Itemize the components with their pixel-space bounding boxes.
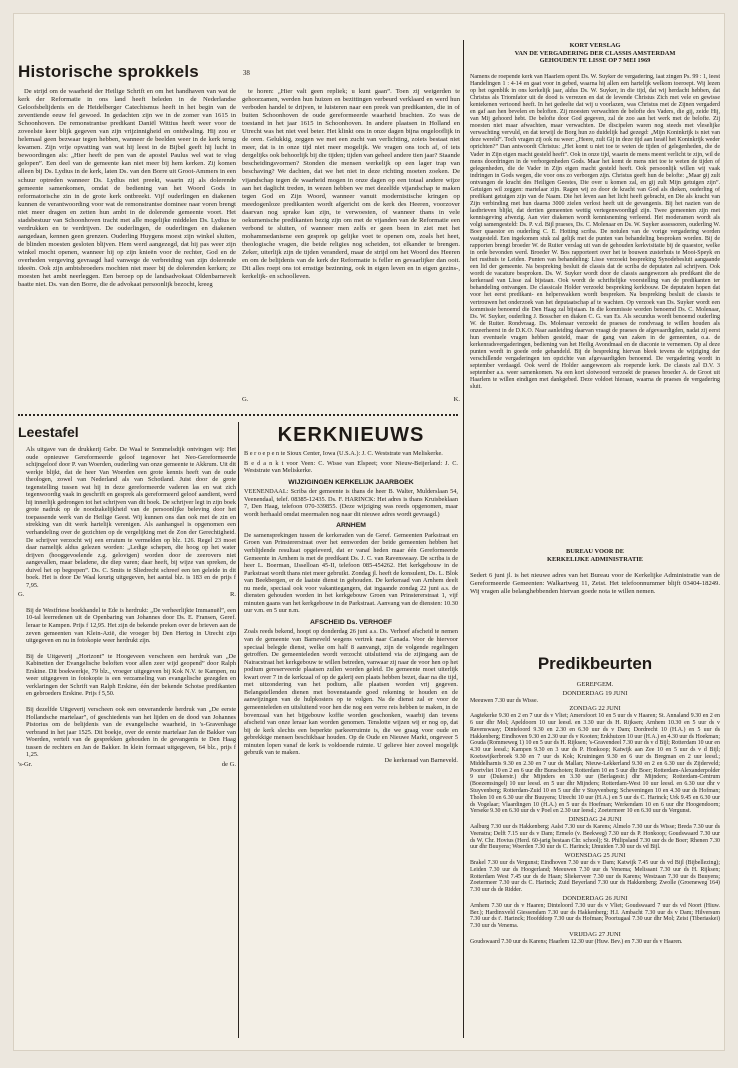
predik-section-head: GEREFGEM. xyxy=(576,681,614,688)
predik-section-body: Goudswaard 7.30 uur ds Karens; Haarlem 12.30 uur (Huw. Bev.) en 7.30 uur ds v Haaren. xyxy=(470,938,683,945)
kort-verslag-heading xyxy=(470,42,720,72)
leestafel-p3: Bij de Uitgeverij „Horizont” te Hoogeveen verscheen een herdruk van „De Kabinetten der Evangelische beloften voor allen zeer wijd geopend” door Ralph Erskine. Dit boekwerkje, 79 blz., vroeger uitgegeven bij Kok N.V. te Kampen, nu weer uitgegeven in fotokopie is een verzameling van evangelische gezegden en verklaringen der Schrift van Ralph Erskine, één der bekende Schotse predikanten en gebroeders Erskine. Prijs f 5,50. xyxy=(26,652,236,698)
kort-verslag-heading-3: GEHOUDEN TE LISSE OP 7 MEI 1969 xyxy=(539,57,651,65)
kerknieuws-bedankt: B e d a n k t voor Veen: C. Wisse van Elspeet; voor Nieuw-Beijerland: J. C. Weststrate van Meliskerke. xyxy=(244,459,458,475)
leestafel-title: Leestafel xyxy=(18,424,79,440)
jaarboek-heading: WIJZIGINGEN KERKELIJK JAARBOEK xyxy=(288,478,414,486)
kort-verslag-text: Namens de roepende kerk van Haarlem opent Ds. W. Suyker de vergadering, laat zingen Ps. 99 : 1, leest Handelingen 1 : 4-14 en gaat voor in gebed, waarna hij allen een hartelijk welkom toeroept. Wij lezen op het ogenblik in ons kerkelijk jaar, aldus Ds. W. Suyker, in die tijd, dat wij herdacht hebben, dat Christus als Triomfator uit de dood is verrezen en dat de levende Christus Zich met vele en gewisse kentekenen vertoond heeft. In het gedeelte dat wij u voorlazen, was Christus met de Zijnen vergaderd en gaf aan hen bevelen en beloften. Zij moesten verwachten de belofte des Vaders, die gij, zeide Hij, van Mij gehoord hebt. De belofte door God gegeven, zal de zoo aan het werk met de belofte. Zij moesten niet maar afwachten, maar verwachten. De discipelen waren nog steeds met vleselijke verwachting vervuld, en dat terwijl de Borg hun zo duidelijk had gezegd: „Mijn Koninkrijk is niet van deze wereld”. Toch vragen zij ook nu weer: „Heere, zult Gij in deze tijd aan Israël het Koninkrijk weder oprichten?” Dan antwoordt Christus: „Het komt u niet toe te weten de tijden of gelegenheden, die de Vader in Zijn eigen macht gesteld heeft”. Ook in onze tijd, waarin de mens meent verlicht te zijn, wil de mens doordringen in de verborgenheden Gods. Maar het komt de mens niet toe te weten de tijden of gelegenheden, die de Vader in Zijn eigen macht gesteld heeft. Ook persoonlijk willen wij vaak indringen in Gods wegen, die voor ons zo verborgen zijn. Christus geeft hun de belofte: „Maar gij zult ontvangen de kracht des Heiligen Geestes, Die over u komen zal, en gij zult Mijn getuigen zijn”. Getuigen wil zeggen: martelaar zijn. Ragen wij zo door de kracht van God als dieken, ouderling of predikant getuigen zijn van de Naam. Die het leven aan het licht heeft gebracht, en Die als kracht van Zijn verbinding met hun daarna 3000 zielen verlost heeft uit de gevangenis. Bij het nazien van de lastbrieven blijkt, dat dertien gemeenten wettig vertegenwoordigd zijn. Twee gemeenten zijn met kennisgeving afwezig. Aan vier diakenen wordt kennisneming verleend. Het moderamen wordt als volgt samengesteld: Ds. P. v.d. Bijl praeses, Ds. C. Molenaar en Ds. W. Suyker assessoren, ouderling W. Boer quaestor en ouderling C. E. Hotting scriba. De notulen van de vorige vergadering worden vastgesteld. Een ingekomen stuk zal gelijk met de punten van behandeling besproken worden. Bij de rapporten brengt broeder W. de Ruiter verslag uit van de gehouden kerkvisitatie bij de quaestor, welke in orde bevonden werd. Broeder W. Bos rapporteert over het te bouwen zusterhuis te Mooi-Speyk en het rusthuis te Leiden. Punten van behandeling: Lisse verzoekt bespreking Synodebesluit aangaande een lid der gemeente. Na bespreking besluit de classis dat de scriba de deputaten zal schrijven. Ook wordt de vacature besproken. Ds. W. Suyker wordt door de classis aangewezen als predikant die de kerkeraad van Lisse zal bijstaan. Ook wordt de schriftelijke voorstelling van de predikanten ter behandeling ontvangen. De classicale Holder verzoekt bespreking kerkbouw. De deputaten hopen dat voor het eerst predikant- en helpersvakken wordt bespreken. Na bespreking besluit de classis te vertrouwen het onderzoek van het deputaatschap af te wachten. Op verzoek van Ds. Suyker wordt een kommissie benoemd die Den Haag zal bijstaan. In die kommissie worden benoemd Ds. C. Molenaar, Ds. W. Suyker, ouderling J. Bosscher en diaken C. G. van Es. Als secundus wordt benoemd ouderling W. de Ruiter. Rondvraag. Ds. Molenaar verzoekt de praeses de rondvraag te willen houden als onzeerheerst in de D.K.O. Naar aanleiding daarvan vraagt de praeses de afgevaardigden, nadat zij eerst hun eventuele vragen hebben gesteld, maar de gang van zaken in de gemeenten, o.a. de kerkenradsvergaderingen, bediening van het Heilig Avondmaal en de diaconie te vernemen. Op al deze punten wordt in goede orde gehandeld. Bij de bespreking hiervan bleek tevens de wijziging der verschillende vergaderingen ten opzichte van afgevaardigden benoemd. De vergadering wordt in september verdaagd. Ook werd de Holder aangewezen als roepende kerk. De classis zal D.V. 3 september a.s. weer samenkomen. Na een kort slotwoord verzoekt de praeses broeder A. de Groot uit Haarlem te willen eindigen met dankgebed. Deze voldoet hieraan, waarna de praeses de vergadering sluit. xyxy=(470,74,720,391)
historische-sprokkels-title: Historische sprokkels xyxy=(18,62,199,81)
predik-section-head: VRIJDAG 27 JUNI xyxy=(569,930,621,938)
sprokkels-column-2 xyxy=(242,88,460,388)
newspaper-page xyxy=(14,14,724,1050)
sprokkels-sig-left: G. xyxy=(242,396,249,403)
kerknieuws-body xyxy=(244,450,458,1046)
column-rule-kerknieuws xyxy=(238,422,239,1038)
leestafel-p2: Bij de Westfriese boekhandel te Ede is herdrukt: „De verheerlijkte Immanuël”, een 10-tal leerredenen uit de Openbaring van Johannes door Ds. E. Fransen, Geref. leraar te Kampen. Prijs f 12,95. Het zijn de bekende preken over de brieven aan de zeven gemeenten van Klein-Azië, die vroeger bij Den Hertog in Utrecht zijn uitgegeven en nu in fotokopie weer herdrukt zijn. xyxy=(26,606,236,645)
predik-section-head: DINSDAG 24 JUNI xyxy=(568,816,622,824)
predikbeurten-title: Predikbeurten xyxy=(537,654,653,673)
predik-section-body: Brakel 7.30 uur ds Vergunst; Eindhoven 7.30 uur ds v Dam; Katwijk 7.45 uur ds vd Bijl (Bijbellezing); Leiden 7.30 uur ds Hoogerland; Meeuwen 7.30 uur ds Venema; Melissant 7.30 uur ds H. Rijksen; Rotterdam West 7.45 uur ds de Haan; Sliekerveer 7.30 uur ds Karens; Westzaan 7.30 uur ds Buuyens; Zoetermeer 7.30 uur ds C. Harinck; Zuid Beyerland 7.30 uur ds Hakkenberg; Zwolle (Groeneweg 164) 7.30 uur ds de Ridder. xyxy=(470,859,720,894)
predik-section-head: DONDERDAG 26 JUNI xyxy=(562,894,628,902)
leestafel-body xyxy=(18,446,236,1046)
predik-section-body: Arnhem 7.30 uur ds v Haaren; Dinteloord 7.30 uur ds v Vliet; Goudswaard 7 uur ds vd Noort (Hiuw. Ber.); Hardinxveld Giessendam 7.30 uur ds Hakkenberg; H.I. Ambacht 7.30 uur ds v Dam; Hilversum 7.30 uur ds t'. Harinck; Hoofddorp 7.30 uur ds Hofman; Poortugaal 7.30 uur dhr Mol; Zeist (Tiberiaskei) 7.30 uur ds Venema. xyxy=(470,902,720,930)
arnhem-text: De samensprekingen tussen de kerkeraden van de Geref. Gemeenten Parkstraat en Groen van Prinstererstraat over het eenworden der beide gemeenten hebben het verblijdende resultaat opgeleverd, dat er vanaf heden maar één Gereformeerde Gemeente in Arnhem is met de predikant Ds. J. C. van Ravenswaay. De scriba is de heer L. Boerman, IJsselloan 45-II, telefoon 085-454262. Het kerkgebouw in de Parkstraat wordt thans niet meer gebruikt. Zondag jl. heeft de konsulent, Ds. L. Blok van Beekbergen, er de laatste dienst in gehouden. De kerkeraad van Arnhem deelt nu mede, speciaal ook voor vakantiegangers, dat ingaande zondag 22 juni a.s. de diensten gehouden worden in het kerkgebouw Groen van Prinstererstraat 1, vijf minuten gaans van het kerkgebouw in de Parkstraat. Aanvang van de diensten: 10.30 uur v.m. en 5 uur n.m. xyxy=(244,531,458,615)
jaarboek-text: VEENENDAAL: Scriba der gemeente is thans de heer B. Walter, Mulderslaan 54, Veenendaal, telef. 08385-12435. Ds. F. HARINCK: Het adres is thans Kruisbeklaan 7, Den Haag, telefoon 070-339855. (Deze wijziging was reeds opgenomen, maar wordt herhaald omdat meermalen nog naar dit nieuwe adres wordt gevraagd.) xyxy=(244,488,458,518)
kerknieuws-title: KERKNIEUWS xyxy=(277,424,425,446)
bureau-text: Sedert 6 juni jl. is het nieuwe adres van het Bureau voor de Kerkelijke Administratie van de Gereformeerde Gemeenten: Walkartweg 11, Zeist. Het telefoonnummer blijft 03404-18249. Wij vragen alle belanghebbenden hiervan goede nota te willen nemen. xyxy=(470,572,720,596)
leestafel-header xyxy=(18,424,236,444)
leestafel-p4: Bij dezelfde Uitgeverij verscheen ook een onveranderde herdruk van „De eerste Hollandsche martelaar”, of geschiedenis van het lijden en de dood van Johannes Pistorius om de belijdenis van de evangelische waarheid, in 's-Gravenhage verbrand in het jaar 1525. Dit boekje, over de eerste martelaar Jan de Bakker van Woerden, vertelt van de gesprekken gehouden in de gevangenis te Den Haag tussen de rechters en Jan de Bakker. In klein formaat uitgegeven, 64 blz., prijs f 1,25. xyxy=(26,705,236,759)
leestafel-sig-1 xyxy=(18,591,236,599)
sprokkels-signature xyxy=(242,396,460,406)
sprokkels-sig-right: K. xyxy=(453,396,460,403)
bureau-heading-1: BUREAU VOOR DE xyxy=(566,548,624,555)
afscheid-text: Zoals reeds bekend, hoopt op donderdag 26 juni a.s. Ds. Verhoef afscheid te nemen van de gemeente van Barneveld wegens vertrek naar Canada. Voor de hiervoor speciaal belegde dienst, welke om half 8 aanvangt, zijn de volgende regelingen getroffen. De gemeenteleden wordt verzocht uitsluitend via de zijingang aan de Nairacstraat het kerkgebouw te willen betreden, vanwaar zij naar de voor hen op het podium gereserveerde plaatsen zullen worden geleid. De gemeente moet uiterlijk kwart over 7 in de kerkzaal of op de galerij een plaats hebben bezet, daar na die tijd, met uitzondering van het podium, alle plaatsen worden vrij gegeven. Belangstellenden dienen met bovenstaande goed rekening te houden en de aanwijzingen van de hulpkosters op te volgen. Na de dienst zal er voor de gemeenteleden en uitsluitend voor hen die nog een verre reis hebben te maken, in de bovenzaal van het bijgebouw koffie worden geschonken, waarbij dan tevens afscheid van onze leraar kan worden genomen. Tenslotte wijzen wij er nog op, dat bij de kerk slechts een beperkte parkeerruimte is, die we graag voor oude en gebrekkige mensen beschikbaar houden. Op de Oude en Nieuwe Markt, ongeveer 5 minuten lopen vanaf de kerk is voldoende ruimte. U gelieve hier zoveel mogelijk gebruik van te maken. xyxy=(244,628,458,757)
bureau-heading xyxy=(470,548,720,570)
sprokkels-col2-text: te horen: „Hier valt geen repliek; u kunt gaan”. Toen zij weigerden te gehoorzamen, werden hun huizen en bezittingen verbeurd verklaard en werd hun verboden handel te drijven, te luisteren naar een preek van predikanten, die in of buiten Schoonhoven de oude gereformeerde waarheid brachten. Zo was de toestand in het jaar 1615 in Schoonhoven. In andere plaatsen in Holland en Utrecht was het niet veel beter. Het klinkt ons in onze dagen bijna ongelooflijk in de oren. Gelukkig, zeggen we met een zucht van verlichting, zoiets bestaat niet meer, dat is in onze tijd niet meer mogelijk. We vragen ons toch af, of iets dergelijks ook behoorlijk bij die tijden; tijden van geheel andere tien jaar? Staande bescheidingsvormen? Stonden die mensen werkelijk op een lager trap van beschaving? We dachten, dat we het niet in deze richting moeten zoeken. De vijandschap tegen de waarheid mogen in onze dagen op een totaal andere wijze aan het daglicht treden, in wezen hebben we met dezelfde vijandschap te maken tegen God en Zijn Woord, wanneer vanuit modernistische kringen op meedogenloze predikanten wordt afgericht om de kerk des Heeren, voorzover daarvan nog sprake kan zijn, te verwoesten, of wanneer thans in vele oekumenische predikanten bezig zijn om met de vijanden van de Reformatie een verbond te sluiten, of wanneer men zelfs er geen been in ziet met het mohammedanisme een gesprek op gelijke voet te openen om, zoals het heet, theologische vragen, die beide religies nog scheiden, tot elkander te brengen. Zeker, uiterlijk zijn de tijden veranderd, maar de strijd om het Woord des Heeren en om de belijdenis van de kerk der Reformatie is feller en gevaarlijker dan ooit. Dit alles roept ons tot ernstige bezinning, ook in eigen leven en in eigen gezins-, kerkelijk- en schoolleven. xyxy=(242,88,460,281)
kort-verslag-body xyxy=(470,74,720,542)
leestafel-sig2-right: de G. xyxy=(221,760,236,768)
predik-section-body: Meeuwen 7.30 uur ds Wisse. xyxy=(470,697,539,704)
kerknieuws-beroepen: B e r o e p e n te Sioux Center, Iowa (U.S.A.): J. C. Weststrate van Meliskerke. xyxy=(244,450,443,457)
leestafel-sig2-left: 's-Gr. xyxy=(18,760,33,768)
bureau-heading-2: KERKELIJKE ADMINISTRATIE xyxy=(547,555,643,563)
kerknieuws-header xyxy=(244,424,458,448)
arnhem-heading: ARNHEM xyxy=(336,522,366,530)
bureau-body xyxy=(470,572,720,620)
predikbeurten-list xyxy=(470,680,720,1042)
historische-sprokkels-header xyxy=(18,62,458,84)
leestafel-sig1-right: R. xyxy=(229,591,236,599)
kerknieuws-signature: De kerkeraad van Barneveld. xyxy=(384,756,458,764)
predik-section-body: Aalburg 7.30 uur ds Hakkenberg; Aalst 7.30 uur ds Karens; Almelo 7.30 uur ds Wisse; Breda 7.30 uur ds Veenstra; Delft 7.15 uur ds v Dam; Ermelo (v. Beekweg) 7.30 uur ds P. Honkoop; Goudswaard 7.30 uur ds W. Chr. Hovius (Herd. 60-jarig bestaan Chr. school); St. Philipsland 7.30 uur ds de Boer; Rhenen 7.30 uur dhr Buuyens; Woerden 7.30 uur ds C. Harinck; IJmuiden 7.30 uur ds vd Bijl. xyxy=(470,823,720,851)
leestafel-sig-2 xyxy=(18,761,236,769)
predik-section-body: Aagtekerke 9.30 en 2 en 7 uur ds v Vliet; Amersfoort 10 en 5 uur ds v Haaren; St. Annaland 9.30 en 2 en 6 uur dhr Mol; Apeldoorn 10 uur leesd. en 3.30 uur ds H. Rijksen; Arnhem 10.30 en 5 uur ds v Ravenswaay; Dinteloord 9.30 en 2.30 en 6.30 uur ds v Dam; Dordrecht 10 (H.A.) en 5 uur ds Hakkenberg; Eindhoven 9.30 en 2.30 uur ds v Kooten; Enkhuizen 10 uur (H.A.) en 4.30 uur ds Hoekman; Gouda (Rommeweg 1) 10 en 5 uur ds H. Rijksen; 's-Gravendeel 7.30 uur ds v d Bijl; Rotterdam 10 uur en 4.30 uur leesd.; Kampen 9.30 en 3 uur ds P. Honkoop; Katwijk aan Zee 10 en 5 uur ds v d Bijl; Koetswijkerbroek 9.30 en 7 uur ds Kok; Kruiningen 9.30 en 6 uur ds Bregman en 2 uur leesd.; Middelharnis 9.30 en 2.30 en 7 uur ds Mallan; Nieuw-Lekkerland 9.30 en 2 en 6.30 uur ds Zijderveld; Poortvliet 10 en 2 en 6 uur dhr Bunschoten; Rotterdam 10 en 5 uur dhr Boer; Rotterdam-Alexanderpolder 9 uur (Dukerstr.) dhr Mijnders en 3.30 uur (Berlagestr.) dhr Mijnders; Rotterdam-Centrum (Boezemsingel) 10 uur leesd. en 5 uur dhr Mijnders; Rotterdam-West 10 uur leesd. en 6.30 uur dhr v Stuyvenberg; Rotterdam-Zuid 10 en 5 uur dhr v Stuyvenberg; Scheveningen 10 en 4.30 uur ds Hofman; Tholen 10 en 6.30 uur dhr Buuyens; Utrecht 10 uur (H.A.) en 5 uur ds C. Harinck; Urk 9.45 en 6.30 uur ds Vogelaar; Vlaardingen 10 (H.A.) en 5 uur ds Hoefman; Werkendam 10 en 6 uur dhr Hoogendoorn; Yerseke 9.30 en 6.30 uur ds v Poel en 2.30 uur leesd.; Zoetermeer 10 en 6.30 uur ds Vergunst. xyxy=(470,713,720,815)
leestafel-sig1-left: G. xyxy=(18,591,25,599)
predik-section-head: ZONDAG 22 JUNI xyxy=(569,705,621,713)
sprokkels-col1-text: De strijd om de waarheid der Heilige Schrift en om het handhaven van wat de kerk der Reformatie in ons land heeft beleden in de Nederlandse Geloofsbelijdenis en de Heidelberger Catechismus heeft in het begin van de zeventiende eeuw fel gewoed. In gedachten zijn we in de zomer van 1615 in Schoonhoven. De remonstrantse predikant Daniël Wittius heeft weer voor de zoveelste keer blijk gegeven van zijn vrijzinnigheid en ontdwaling. Hij zou er helemaal geen bezwaar tegen hebben, wanneer de beelden weer in de kerk terug kwamen. Zijn vrije opvatting van wat hij leest in de Bijbel geeft hij lucht in bewoordingen als: „Hier heeft de pen van de apostel Paulus wel wat te vlug gelopen”. Een deel van de gemeente kan niet meer bij hem kerken. Zij komen alleen bij Ds. Lydius in de kerk, laten Ds. van den Borre uit Groot-Ammers in een schuur optreden wanneer Ds. Lydius niet preekt, waarin zij als dolerende gemeente samenkomen, omdat de bediening van het Woord Gods in reformatorische zin in de grote kerk ontbreekt. Vijf ouderlingen en diakenen kunnen de verantwoording voor wat de remonstrantse dominee naar voren brengt niet meer dragen en zetten hun ambt in de dolerende gemeente voort. Het stadsbestuur van Schoonhoven tracht met alle mogelijke middelen Ds. Lydius te verdrukken en te verdrijven. De ouderlingen, de ouderlingen en diakenen aangedaan, kennen geen grenzen. Ouderling Huygens moest zijn winkel sluiten, de blinden moesten gesloten blijven. Hem werd aangezegd, dat hij pas weer zijn winkel mocht openen, wanneer hij op zijn knieën voor de rechter, God en de overheden vergeving gevraagd had vanwege de verbreiding van zijn dolerende ideeën. Ook zijn ambtsbroeders mochten niet meer bij de dolerenden kerken; ze moesten het ambt neerleggen. Een beroep op de landsadvokaat Oldenbarnevelt baatte niet. Ds. van den Borre, die de advokaat persoonlijk bezocht, kreeg xyxy=(18,88,236,289)
kort-verslag-heading-2: VAN DE VERGADERING DER CLASSIS AMSTERDAM xyxy=(514,49,676,57)
page-number: 38 xyxy=(242,69,250,78)
sprokkels-column-1 xyxy=(18,88,236,408)
afscheid-heading: AFSCHEID Ds. VERHOEF xyxy=(310,618,392,626)
predik-section-head: DONDERDAG 19 JUNI xyxy=(562,689,628,697)
predikbeurten-header xyxy=(470,654,720,678)
column-rule-right xyxy=(463,40,464,1038)
leestafel-p1: Als uitgave van de drukkerij Gebr. De Waal te Sommelsdijk ontvingen wij: Het oude opnieuwe Gereformeerde geloof tegenover het Neo-Gereformeerde schijngeloof door P. van Woerden, ouderling van onze gemeente te Akkrum. Uit dit werkje blijkt, dat de heer Van Woerden een grote kennis heeft van de oude theologen, zowel van Nederland als van Schotland. Juist door de grote tegenstelling tussen wat hij in deze gereformeerde vaderen las en wat zich tegenwoordig vaak in geschrift en gesprek als gereformeerd geloof aandient, werd hij innerlijk gedrongen tot het schrijven van dit boek. De schrijver legt in zijn boek grote nadruk op de noodzakelijkheid van de persoonlijke beleving door het toepassende werk van de Heilige Geest. Wij kunnen ons dan ook met de zin en strekking van dit werk hartelijk verenigen. Als aanhangsel is opgenomen een verhandeling over de gezichten op de vergelijking met de Zon der Gerechtigheid. De schrijver verzocht wij een erratum te vermelden op blz. 126. Regel 23 moet daar namelijk aldus gelezen worden: „Ledige schepen, die hoog op het water drijven (hooggevoelende z.g. gelovigen) worden door de zeerovers niet aangevallen, maar beladene, die diep varen; daar heeft, bij wijze van spreken, de duivel het op begrepen”. Ds. C. Smits te Sliedrecht schreef een ten geleide in dit boek. Het is door De Waal keurig uitgegeven, het aantal blz. is 183 en de prijs f 7,95. xyxy=(26,446,236,589)
kort-verslag-heading-1: KORT VERSLAG xyxy=(569,42,621,49)
dotted-separator xyxy=(18,414,458,416)
predik-section-head: WOENSDAG 25 JUNI xyxy=(564,852,626,860)
